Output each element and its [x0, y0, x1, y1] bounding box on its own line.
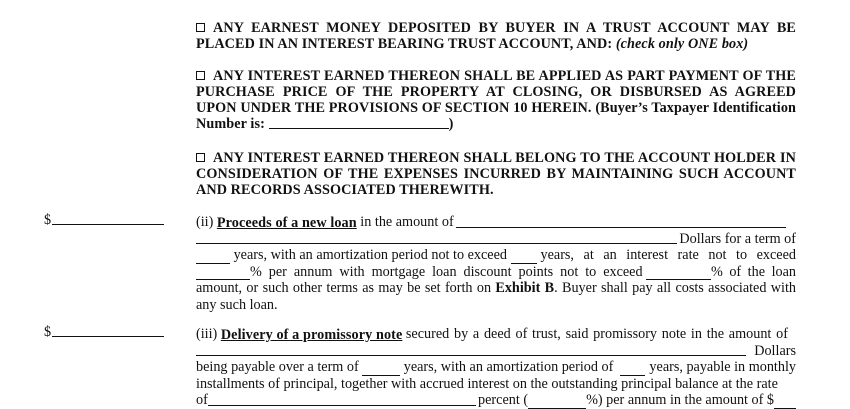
loan-amount-words-field-2[interactable]	[196, 231, 677, 244]
loan-amount-words-field[interactable]	[456, 215, 786, 228]
note-term-field[interactable]	[362, 363, 399, 376]
option-note: (Buyer’s Taxpayer Identification Number is:	[196, 100, 797, 132]
amortization-field[interactable]	[511, 251, 537, 264]
promissory-note-section: (iii) Delivery of a promissory note secured by a deed of trust, said promissory note in the amount of Dollars being payable over a term of years, with an amortization period of years, payable in monthly installments of principal, together with accrued interest on the outstanding principal balance at the rate of percent ( %) per annum in the amount of $	[196, 326, 796, 409]
checkbox-icon[interactable]	[196, 71, 205, 80]
discount-points-field[interactable]	[646, 267, 711, 280]
loan-amount-field[interactable]	[52, 212, 164, 225]
option-applied-to-price: ANY INTEREST EARNED THEREON SHALL BE APPLIED AS PART PAYMENT OF THE PURCHASE PRICE OF THE PROPERTY AT CLOSING, OR DISBURSED AS AGREED UPON UNDER THE PROVISIONS OF SECTION 10 HEREIN. (Buyer’s Taxpayer Identification Number is: )	[196, 68, 797, 132]
loan-amount-left: $	[44, 212, 164, 229]
note-amount-field[interactable]	[52, 324, 164, 337]
note-amortization-field[interactable]	[620, 363, 645, 376]
option-interest-bearing	[196, 20, 796, 52]
checkbox-icon[interactable]	[196, 153, 205, 162]
note-title: Delivery of a promissory note	[220, 326, 403, 343]
option-text: ANY INTEREST EARNED THEREON SHALL BELONG TO THE ACCOUNT HOLDER IN CONSIDERATION OF THE EXPENSES INCURRED BY MAINTAINING SUCH ACCOUNT AND RECORDS ASSOCIATED THEREWITH.	[196, 150, 796, 198]
note-amount-words-field[interactable]	[196, 343, 746, 356]
checkbox-icon[interactable]	[196, 23, 205, 32]
taxpayer-id-field[interactable]	[269, 116, 449, 129]
new-loan-section: (ii) Proceeds of a new loan in the amount of Dollars for a term of years, with an amortization period not to exceed years, at an interest rate not to exceed % per annum with mortgage loan discount points not to exceed % of the loan amount, or such other terms as may be set forth on Exhibit B. Buyer shall pay all costs associated with any such loan.	[196, 214, 796, 313]
term-years-field[interactable]	[196, 251, 230, 264]
note-rate-field[interactable]	[528, 396, 586, 409]
option-belongs-to-holder	[196, 150, 796, 198]
option-text: ANY INTEREST EARNED THEREON SHALL BE APPLIED AS PART PAYMENT OF THE PURCHASE PRICE OF THE PROPERTY AT CLOSING, OR DISBURSED AS AGREED UPON UNDER THE PROVISIONS OF SECTION 10 HEREIN.	[196, 68, 796, 116]
monthly-amount-field[interactable]	[774, 396, 796, 409]
note-amount-left: $	[44, 324, 164, 341]
note-rate-words-field[interactable]	[208, 393, 476, 406]
interest-rate-field[interactable]	[196, 267, 250, 280]
exhibit-b-ref: Exhibit B	[495, 280, 555, 297]
option-text: ANY EARNEST MONEY DEPOSITED BY BUYER IN A TRUST ACCOUNT MAY BE PLACED IN AN INTEREST BEARING TRUST ACCOUNT, AND:	[196, 20, 796, 52]
loan-title: Proceeds of a new loan	[216, 214, 357, 231]
option-note: (check only ONE box)	[615, 36, 749, 52]
